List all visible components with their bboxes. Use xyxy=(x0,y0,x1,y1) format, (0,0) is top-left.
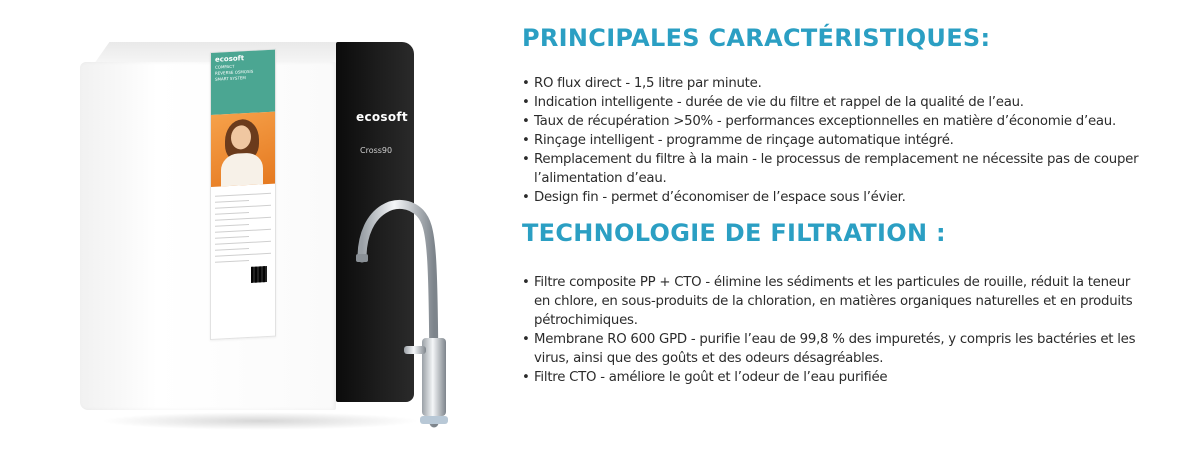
product-label-card xyxy=(210,49,276,340)
label-spec-list xyxy=(211,184,275,289)
label-header xyxy=(211,50,275,115)
filtration-item: • Membrane RO 600 GPD - purifie l’eau de 99,8 % des impuretés, y compris les bactéries et les virus, ainsi que des goûts et des odeurs désagréables. xyxy=(522,330,1142,368)
unit-front-panel xyxy=(80,62,336,410)
faucet-icon xyxy=(350,188,460,433)
product-image xyxy=(60,20,500,440)
side-model-name: Cross90 xyxy=(360,146,393,155)
feature-item: • Design fin - permet d’économiser de l’espace sous l’évier. xyxy=(522,188,1142,207)
feature-item: • Rinçage intelligent - programme de rinçage automatique intégré. xyxy=(522,131,1142,150)
qr-code-icon xyxy=(251,266,267,283)
main-features-heading: PRINCIPALES CARACTÉRISTIQUES: xyxy=(522,24,991,52)
label-line-3: SMART SYSTEM xyxy=(215,75,246,82)
main-features-list xyxy=(522,74,1142,207)
side-brand-logo xyxy=(356,110,408,124)
label-photo xyxy=(211,112,275,187)
label-line-2: REVERSE OSMOSIS xyxy=(215,68,254,76)
feature-item: • RO flux direct - 1,5 litre par minute. xyxy=(522,74,1142,93)
feature-item: • Indication intelligente - durée de vie du filtre et rappel de la qualité de l’eau. xyxy=(522,93,1142,112)
feature-item: • Remplacement du filtre à la main - le processus de remplacement ne nécessite pas de couper l’alimentation d’eau. xyxy=(522,150,1142,188)
label-line-1: COMPACT xyxy=(215,63,235,70)
side-brand-text: ecosoft xyxy=(356,110,408,124)
filtration-technology-list xyxy=(522,273,1142,387)
filtration-technology-heading: TECHNOLOGIE DE FILTRATION : xyxy=(522,219,946,247)
filtration-item: • Filtre composite PP + CTO - élimine les sédiments et les particules de rouille, réduit la teneur en chlore, en sous-produits de la chloration, en matières organiques naturelles et en produits pétrochimiques. xyxy=(522,273,1142,330)
label-brand: ecosoft xyxy=(215,54,245,64)
features-content xyxy=(522,24,1142,387)
feature-item: • Taux de récupération >50% - performances exceptionnelles en matière d’économie d’eau. xyxy=(522,112,1142,131)
filtration-item: • Filtre CTO - améliore le goût et l’odeur de l’eau purifiée xyxy=(522,368,1142,387)
